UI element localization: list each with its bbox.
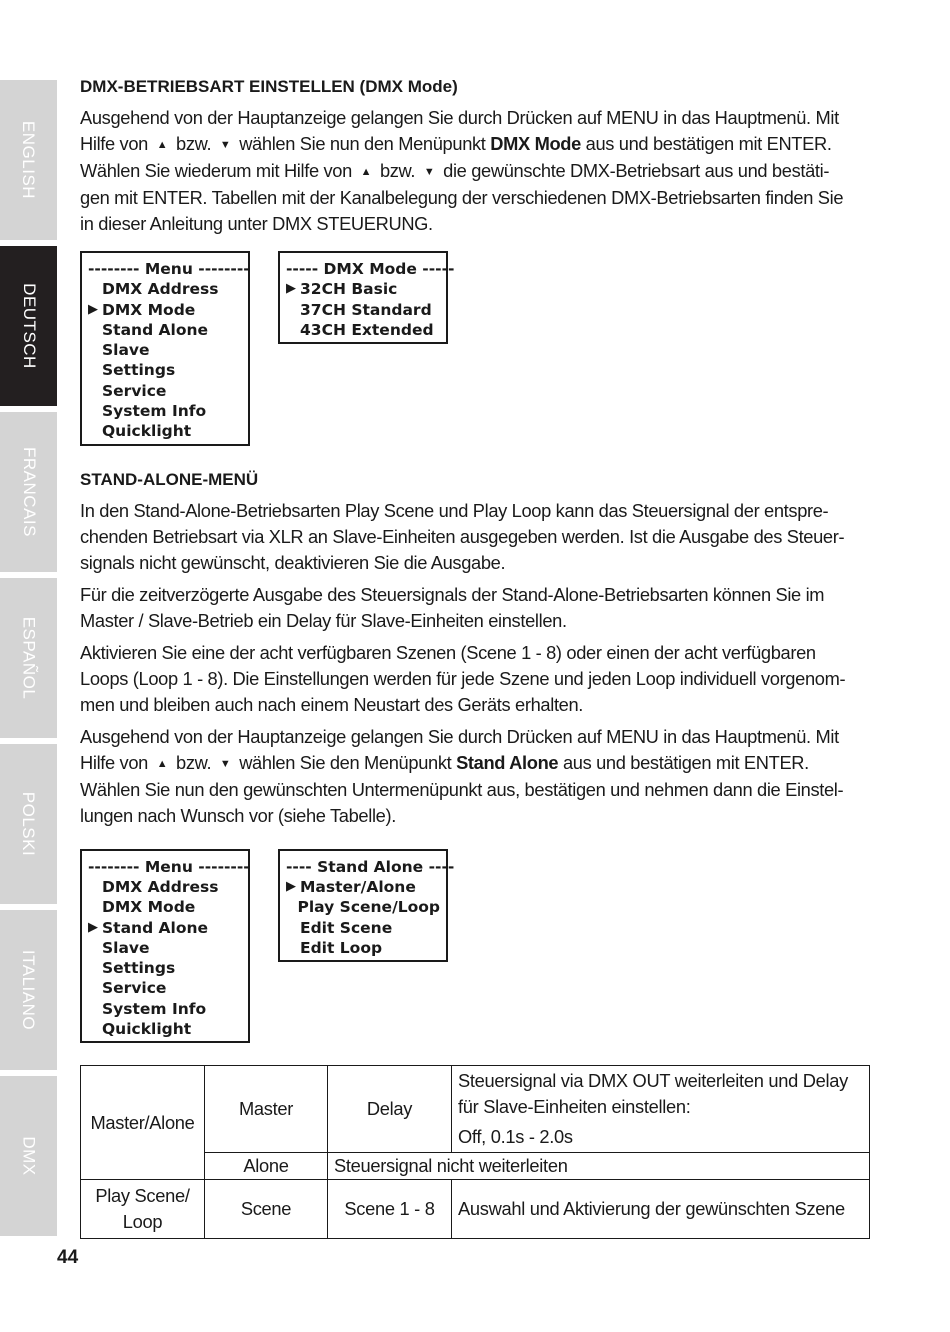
lcd-menu-item-label: Settings	[102, 361, 176, 380]
table-cell: Master	[205, 1066, 328, 1153]
lcd-menu-item	[286, 918, 440, 938]
text: Aktivieren Sie eine der acht verfügbaren Szenen (Scene 1 - 8) oder einen der acht verfügbaren	[80, 641, 816, 663]
lcd-menu-item	[286, 877, 440, 897]
pointer-slot	[88, 877, 102, 897]
page-number: 44	[57, 1247, 79, 1268]
table-cell: Steuersignal nicht weiterleiten	[328, 1153, 870, 1180]
text: Ausgehend von der Hauptanzeige gelangen Sie durch Drücken auf MENU in das Hauptmenü. Mit	[80, 107, 839, 128]
table-row	[81, 1180, 870, 1239]
pointer-slot	[286, 300, 300, 320]
lcd-menu-item	[88, 877, 242, 897]
selection-pointer-icon: ▶	[286, 878, 296, 894]
table-cell	[452, 1066, 870, 1153]
text: Loops (Loop 1 - 8). Die Einstellungen werden für jede Szene und jeden Loop individuell vorgenom-	[80, 667, 846, 689]
lcd-title: -------- Menu --------	[88, 857, 250, 876]
triangle-up-icon: ▲	[156, 757, 168, 770]
lcd-menu-item	[88, 978, 242, 998]
paragraph-stand-alone-3	[80, 640, 870, 718]
pointer-slot	[286, 320, 300, 340]
lcd-menu-item-label: Stand Alone	[102, 320, 209, 339]
lcd-menu-item	[88, 381, 242, 401]
lcd-menu-item	[286, 300, 440, 320]
tab-francais[interactable]	[0, 412, 57, 572]
pointer-slot	[88, 340, 102, 360]
lcd-menu-item	[88, 360, 242, 380]
paragraph-stand-alone-1	[80, 498, 870, 576]
lcd-menu-item-label: Service	[102, 381, 167, 400]
text: men und bleiben auch nach einem Neustart des Geräts erhalten.	[80, 693, 584, 715]
pointer-slot	[88, 401, 102, 421]
section-heading-dmx-mode: DMX-BETRIEBSART EINSTELLEN (DMX Mode)	[80, 77, 458, 96]
lcd-menu-item-label: DMX Mode	[102, 300, 196, 319]
text: signals nicht gewünscht, deaktivieren Sie die Ausgabe.	[80, 551, 506, 573]
text: wählen Sie nun den Menüpunkt	[239, 133, 486, 154]
lcd-menu-item-label: Service	[102, 979, 167, 998]
lcd-menu-item	[88, 958, 242, 978]
text: In den Stand-Alone-Betriebsarten Play Scene und Play Loop kann das Steuersignal der entspre-	[80, 499, 829, 521]
pointer-slot	[88, 999, 102, 1019]
lcd-menu-item-label: Edit Scene	[300, 918, 393, 937]
tab-label: ESPAÑOL	[19, 616, 39, 700]
lcd-menu-item-label: DMX Mode	[102, 898, 196, 917]
pointer-slot	[88, 897, 102, 917]
triangle-down-icon: ▼	[219, 757, 231, 770]
text: aus und bestätigen mit ENTER.	[562, 751, 809, 773]
text: chenden Betriebsart via XLR an Slave-Einheiten ausgegeben werden. Ist die Ausgabe des Steuer-	[80, 525, 845, 547]
selection-pointer-icon: ▶	[88, 301, 98, 317]
text: wählen Sie den Menüpunkt	[239, 751, 452, 773]
triangle-up-icon: ▲	[360, 166, 372, 178]
table-cell: Master/Alone	[81, 1066, 205, 1180]
lcd-menu-item-label: Quicklight	[102, 1020, 192, 1039]
tab-deutsch[interactable]	[0, 246, 57, 406]
text: Loop	[122, 1211, 163, 1233]
tab-label: DEUTSCH	[19, 283, 39, 369]
table-cell: Alone	[205, 1153, 328, 1180]
lcd-title: ----- DMX Mode -----	[286, 260, 455, 278]
triangle-up-icon: ▲	[156, 139, 168, 151]
lcd-display-row	[80, 251, 870, 446]
selection-pointer-icon: ▶	[88, 919, 98, 935]
pointer-slot	[88, 938, 102, 958]
table-cell: Delay	[328, 1066, 452, 1153]
lcd-menu-item	[88, 300, 242, 320]
lcd-menu-item-label: System Info	[102, 999, 207, 1018]
text: Hilfe von	[80, 133, 148, 154]
lcd-main-menu	[80, 849, 250, 1044]
text: Wählen Sie wiederum mit Hilfe von	[80, 160, 352, 181]
pointer-slot	[88, 421, 102, 441]
lcd-stand-alone-menu	[278, 849, 455, 962]
pointer-slot	[286, 918, 300, 938]
table-cell: Scene 1 - 8	[328, 1180, 452, 1239]
lcd-menu-item-label: DMX Address	[102, 877, 219, 896]
table-cell: Auswahl und Aktivierung der gewünschten Szene	[452, 1180, 870, 1239]
table-row	[81, 1066, 870, 1153]
lcd-menu-item-label: Stand Alone	[102, 918, 209, 937]
menu-keyword: DMX Mode	[490, 133, 581, 154]
lcd-menu-item-label: Master/Alone	[300, 877, 416, 896]
text: Off, 0.1s - 2.0s	[458, 1126, 573, 1148]
lcd-menu-item-label: 32CH Basic	[300, 280, 398, 299]
menu-keyword: Stand Alone	[456, 751, 559, 773]
text: bzw.	[176, 751, 212, 773]
text: Für die zeitverzögerte Ausgabe des Steuersignals der Stand-Alone-Betriebsarten können Sie im	[80, 583, 825, 605]
lcd-menu-item	[286, 897, 440, 917]
lcd-menu-item	[286, 938, 440, 958]
lcd-menu-item	[88, 938, 242, 958]
tab-label: FRANCAIS	[19, 447, 39, 537]
tab-label: POLSKI	[19, 791, 39, 857]
paragraph-stand-alone-4	[80, 724, 870, 829]
lcd-menu-item-label: System Info	[102, 402, 207, 421]
pointer-slot	[286, 938, 300, 958]
table-cell: Scene	[205, 1180, 328, 1239]
pointer-slot	[88, 1019, 102, 1039]
triangle-down-icon: ▼	[219, 139, 231, 151]
tab-english[interactable]	[0, 80, 57, 240]
table-cell	[81, 1180, 205, 1239]
section-heading-stand-alone: STAND-ALONE-MENÜ	[80, 469, 259, 489]
text: Steuersignal via DMX OUT weiterleiten und Delay	[458, 1070, 848, 1092]
lcd-menu-item-label: Settings	[102, 959, 176, 978]
tab-dmx[interactable]	[0, 1076, 57, 1236]
lcd-menu-item	[88, 999, 242, 1019]
lcd-menu-item-label: Play Scene/Loop	[297, 898, 440, 917]
text: die gewünschte DMX-Betriebsart aus und bestäti-	[443, 160, 830, 181]
lcd-menu-item	[286, 279, 440, 299]
pointer-slot	[286, 897, 298, 917]
text: für Slave-Einheiten einstellen:	[458, 1096, 691, 1118]
tab-label: ITALIANO	[19, 949, 39, 1031]
lcd-menu-item	[286, 320, 440, 340]
text: in dieser Anleitung unter DMX STEUERUNG.	[80, 213, 433, 234]
paragraph-dmx-mode	[80, 105, 870, 237]
lcd-title: ---- Stand Alone ----	[286, 857, 455, 876]
lcd-display-row	[80, 849, 870, 1044]
text: Wählen Sie nun den gewünschten Untermenüpunkt aus, bestätigen und nehmen dann die Einstel-	[80, 778, 844, 800]
tab-italiano[interactable]	[0, 910, 57, 1070]
pointer-slot	[88, 360, 102, 380]
pointer-slot	[88, 978, 102, 998]
pointer-slot	[88, 279, 102, 299]
tab-label: DMX	[19, 1136, 39, 1176]
lcd-main-menu	[80, 251, 250, 446]
text: bzw.	[176, 133, 212, 154]
text: Master / Slave-Betrieb ein Delay für Slave-Einheiten einstellen.	[80, 609, 567, 631]
lcd-title: -------- Menu --------	[88, 260, 250, 278]
text: lungen nach Wunsch vor (siehe Tabelle).	[80, 804, 396, 826]
tab-label: ENGLISH	[19, 120, 39, 200]
lcd-menu-item-label: 43CH Extended	[300, 320, 434, 339]
lcd-menu-item-label: Quicklight	[102, 422, 192, 441]
selection-pointer-icon: ▶	[286, 281, 296, 297]
text: Hilfe von	[80, 751, 148, 773]
lcd-menu-item-label: Slave	[102, 938, 150, 957]
text: bzw.	[379, 160, 416, 181]
pointer-slot	[88, 958, 102, 978]
triangle-down-icon: ▼	[423, 166, 435, 178]
lcd-menu-item-label: Slave	[102, 341, 150, 360]
tab-espanol[interactable]	[0, 578, 57, 738]
lcd-menu-item	[88, 897, 242, 917]
lcd-menu-item-label: DMX Address	[102, 280, 219, 299]
lcd-menu-item	[88, 279, 242, 299]
text: aus und bestätigen mit ENTER.	[585, 133, 832, 154]
tab-polski[interactable]	[0, 744, 57, 904]
lcd-menu-item	[88, 401, 242, 421]
lcd-menu-item	[88, 340, 242, 360]
page-content	[80, 75, 870, 1239]
lcd-menu-item	[88, 421, 242, 441]
lcd-menu-item-label: Edit Loop	[300, 938, 383, 957]
text: Ausgehend von der Hauptanzeige gelangen Sie durch Drücken auf MENU in das Hauptmenü. Mit	[80, 725, 839, 747]
text: Play Scene/	[95, 1185, 190, 1207]
lcd-dmx-mode-menu	[278, 251, 455, 344]
lcd-menu-item	[88, 1019, 242, 1039]
text: gen mit ENTER. Tabellen mit der Kanalbelegung der verschiedenen DMX-Betriebsarten finden Sie	[80, 187, 844, 208]
lcd-menu-item	[88, 918, 242, 938]
stand-alone-settings-table	[80, 1065, 870, 1239]
lcd-menu-item-label: 37CH Standard	[300, 300, 432, 319]
paragraph-stand-alone-2	[80, 582, 870, 634]
lcd-menu-item	[88, 320, 242, 340]
pointer-slot	[88, 320, 102, 340]
pointer-slot	[88, 381, 102, 401]
